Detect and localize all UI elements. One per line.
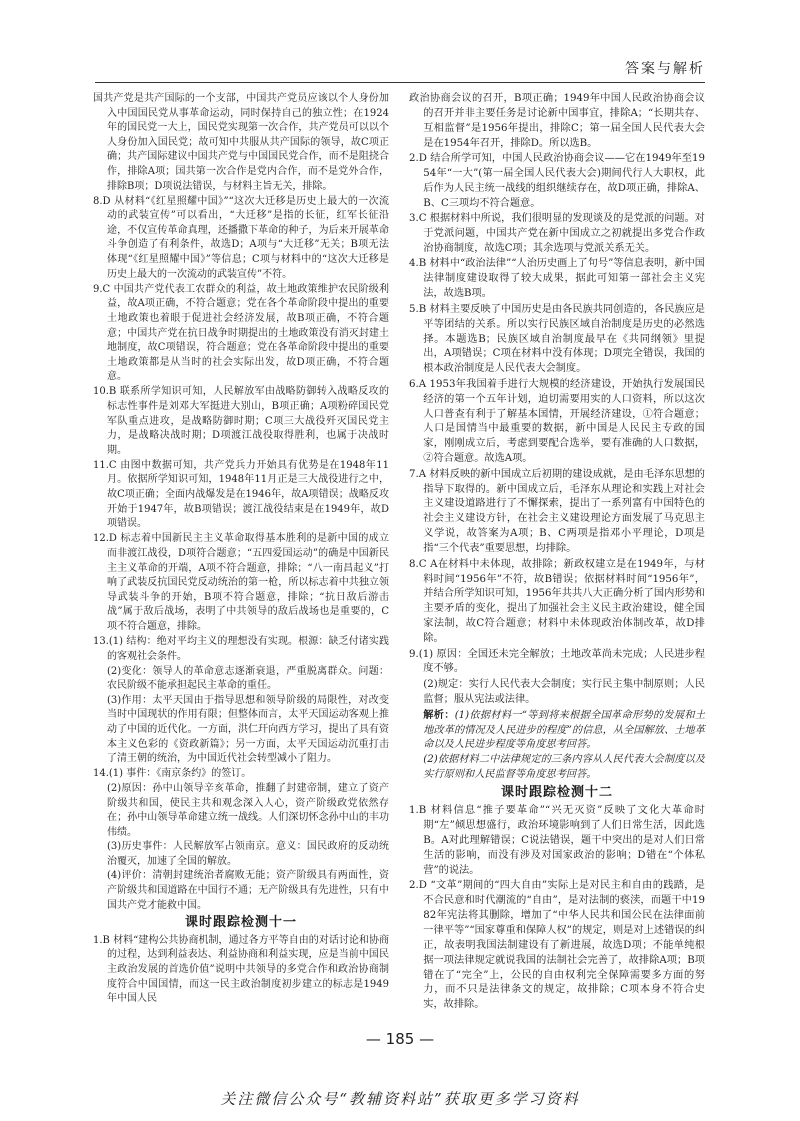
answer-item	[409, 152, 705, 212]
answer-label: 6.A	[409, 378, 427, 390]
answer-text: 根据材料中所说，我们很明显的发现谈及的是党派的问题。对于党派问题，中国共产党在新中国成立之初就提出多党合作政治协商制度，故选C项；其余选项与党派关系无关。	[423, 213, 705, 255]
answer-item	[409, 678, 705, 708]
answer-item	[409, 468, 705, 557]
answer-label: 9.(1)	[409, 648, 434, 660]
answer-label: 4.B	[409, 258, 427, 270]
answer-item	[409, 879, 705, 1013]
answer-label: 11.C	[93, 459, 117, 471]
answer-label: 9.C	[93, 283, 111, 295]
answer-item	[93, 782, 389, 840]
answer-item	[409, 648, 705, 678]
answer-item	[93, 195, 389, 283]
answer-label: 5.B	[409, 303, 427, 315]
answer-item	[93, 767, 389, 782]
answer-text: (2)规定：实行人民代表大会制度；实行民主集中制原则；人民监督；服从宪法或法律。	[423, 678, 705, 705]
answer-text: 材料主要反映了中国历史是由各民族共同创造的，各民族应是平等团结的关系。所以实行民族区域自治制度是历史的必然选择。本题选B；民族区域自治制度最早在《共同纲领》里提出，A项错误；C项在材料中没有体现；D项完全错误，我国的根本政治制度是人民代表大会制度。	[423, 303, 705, 375]
page-number: — 185 —	[365, 1030, 435, 1048]
answer-item	[93, 385, 389, 458]
answer-text: 原因：全国还未完全解放；土地改革尚未完成；人民进步程度不够。	[423, 648, 705, 675]
section-title: 课时跟踪检测十一	[184, 915, 297, 931]
footer-watermark: 关注微信公众号“教辅资料站”获取更多学习资料	[220, 1090, 580, 1108]
left-column	[93, 92, 389, 1007]
answer-text: (3)历史事件：人民解放军占领南京。意义：国民政府的反动统治覆灭，加速了全国的解放。	[107, 841, 389, 867]
answer-text: 标志着中国新民主主义革命取得基本胜利的是新中国的成立而非渡江战役，D项符合题意；“五四爱国运动”的确是中国新民主主义革命的开端，A项不符合题意，排除；“八一南昌起义”打响了武装反抗国民党反动统治的第一枪，所以标志着中共独立领导武装斗争的开始，B项不符合题意，排除；“抗日敌后游击战”属于敌后战场，表明了中共领导的敌后战场也是重要的，C项不符合题意，排除。	[107, 533, 390, 632]
page-header	[95, 50, 705, 83]
right-column	[409, 92, 705, 1014]
section-title: 课时跟踪检测十二	[500, 785, 613, 801]
answer-item	[93, 635, 389, 664]
answer-label: 2.D	[409, 880, 427, 892]
answer-item	[93, 283, 389, 385]
analysis-text: (1)依据材料一“等到将来根据全国革命形势的发展和土地改革的情况及人民进步的程度”的信息，从全国解放、土地革命以及人民进步程度等角度思考回答。	[423, 709, 706, 751]
answer-item	[93, 840, 389, 869]
analysis-label: 解析：	[423, 708, 455, 721]
answer-label: 3.C	[409, 213, 427, 225]
answer-label: 8.C	[409, 558, 427, 570]
answer-label: 2.D	[409, 153, 427, 165]
answer-item	[93, 665, 389, 694]
answer-text: (2)原因：孙中山领导辛亥革命，推翻了封建帝制，建立了资产阶级共和国，使民主共和观念深入人心，资产阶级政党依然存在；孙中山领导革命建立统一战线。人们深切怀念孙中山的丰功伟绩。	[107, 782, 389, 838]
answer-label: 14.(1)	[93, 767, 124, 779]
answer-text: 材料“建构公共协商机制，通过各方平等自由的对话讨论和协商的过程，达到利益表达、利益协商和利益实现，应是当前中国民主政治发展的首选价值”说明中共领导的多党合作和政治协商制度符合中国国情，而这一民主政治制度初步建立的标志是1949年中国人民	[107, 934, 389, 1005]
answer-text: 1953年我国着手进行大规模的经济建设，开始执行发展国民经济的第一个五年计划，迫切需要用实的人口资料，所以这次人口普查有利于了解基本国情，开展经济建设，①符合题意；人口是国情当中最重要的数据，新中国是人民民主专政的国家，刚刚成立后，考虑到要配合选举，要有准确的人口数据，②符合题意。故选A项。	[423, 378, 705, 465]
answer-label: 1.B	[93, 934, 110, 946]
answer-text: “文革”期间的“四大自由”实际上是对民主和自由的践踏，是不合民意和时代潮流的“自由”，是对法制的亵渎，而题干中1982年宪法将其删除，增加了“中华人民共和国公民在法律面前一律平等”“国家尊重和保障人权”的规定，则是对上述错误的纠正，故表明我国法制建设有了新进展，故选D项；不能单纯根据一项法律规定就说我国的法制社会完善了，故排除A项；B项错在了“完全”上，公民的自由权利完全保障需要多方面的努力，而不只是法律条文的规定，故排除；C项本身不符合史实，故排除。	[423, 880, 705, 1011]
answer-label: 12.D	[93, 533, 117, 545]
answer-item	[93, 694, 389, 767]
answer-text: 由图中数据可知，共产党兵力开始具有优势是在1948年11月。依据所学知识可知，1948年11月正是三大战役进行之中，故C项正确；全面内战爆发是在1946年，故A项错误；战略反攻开始于1947年，故B项错误；渡江战役结束是在1949年，故D项错误。	[107, 459, 389, 530]
answer-text: 结构：绝对平均主义的理想没有实现。根源：缺乏付诸实践的客观社会条件。	[107, 635, 390, 662]
answer-item	[409, 303, 705, 378]
answer-label: 7.A	[409, 468, 427, 480]
answer-item	[93, 459, 389, 532]
answer-text: (3)作用：太平天国由于指导思想和领导阶级的局限性，对改变当时中国现状的作用有限；但整体而言，太平天国运动客观上推动了中国的近代化。一方面，洪仁玕向西方学习，提出了具有资本主义色彩的《资政新篇》；另一方面，太平天国运动沉重打击了清王朝的统治，为中国近代社会转型减小了阻力。	[107, 694, 389, 765]
answer-item	[409, 257, 705, 302]
answer-item	[409, 92, 705, 152]
answer-text: 结合所学可知，中国人民政治协商会议——它在1949年至1954年“一大”(第一届全国人民代表大会)期间代行人大职权，此后作为人民主统一战线的组织继续存在，故D项正确，排除A、B、C三项均不符合题意。	[423, 153, 705, 209]
answer-text: 材料反映的新中国成立后初期的建设成就，是由毛泽东思想的指导下取得的。新中国成立后，毛泽东从理论和实践上对社会主义建设道路进行了不懈探索，提出了一系列富有中国特色的社会主义建设方针，在社会主义建设理论方面发展了马克思主义学说，故答案为A项；B、C两项是指邓小平理论，D项是指“三个代表”重要思想，均排除。	[423, 468, 705, 555]
answer-text: 事件：《南京条约》的签订。	[126, 767, 252, 779]
answer-label: 8.D	[93, 195, 111, 207]
answer-text: 从材料“《红星照耀中国》”“这次大迁移是历史上最大的一次流动的武装宣传”可以看出，“大迁移”是指的长征，红军长征沿途，不仅宣传革命真理，还播撒下革命的种子，为后来开展革命斗争创造了有利条件，故选D；A项与“大迁移”无关；B项无法体现“《红星照耀中国》”等信息；C项与材料中的“这次大迁移是历史上最大的一次流动的武装宣传”不符。	[107, 195, 389, 280]
answer-item	[409, 378, 705, 467]
answer-item	[93, 532, 389, 634]
answer-item	[409, 804, 705, 879]
answer-text: 国共产党是共产国际的一个支部，中国共产党员应该以个人身份加入中国国民党从事革命运动，同时保持自己的独立性；在1924年的国民党一大上，国民党实现第一次合作，共产党员可以以个人身份加入国民党；故可知中共服从共产国际的领导，故C项正确；共产国际建议中国共产党与中国国民党合作，而不是阻挠合作，排除A项；国共第一次合作是党内合作，而不是党外合作，排除B项；D项说法错误，与材料主旨无关，排除。	[93, 93, 389, 192]
analysis-paragraph: (2)依据材料二中法律规定的三条内容从人民代表大会制度以及实行原则和人民监督等角度思考回答。	[423, 754, 705, 781]
answer-item	[93, 92, 389, 194]
answer-label: 1.B	[409, 805, 427, 817]
answer-text: (2)变化：领导人的革命意志逐渐衰退，严重脱离群众。问题：农民阶级不能承担起民主革命的重任。	[107, 665, 389, 692]
answer-text: 材料中“政治法律”“人治历史画上了句号”等信息表明，新中国法律制度建设取得了较大成果，据此可知第一部社会主义宪法，故选B项。	[423, 258, 705, 300]
answer-item	[93, 934, 389, 1007]
answer-text: (4)评价：清朝封建统治者腐败无能；资产阶级具有两面性，资产阶级共和国道路在中国行不通；无产阶级具有先进性，只有中国共产党才能救中国。	[107, 870, 389, 911]
answer-item	[409, 212, 705, 257]
header-title: 答案与解析	[625, 61, 705, 77]
answer-label: 10.B	[93, 386, 117, 398]
answer-text: 联系所学知识可知，人民解放军由战略防御转入战略反攻的标志性事件是刘邓大军挺进大别山，B项正确；A项粉碎国民党军队重点进攻，是战略防御时期；C项三大战役歼灭国民党主力，是战略决战时期；D项渡江战役取得胜利，也属于决战时期。	[107, 386, 389, 456]
answer-item	[93, 869, 389, 913]
answer-item	[409, 558, 705, 647]
answer-text: A在材料中未体现，故排除；新政权建立是在1949年，与材料时间“1956年”不符，故B错误；依据材料时间“1956年”，并结合所学知识可知，1956年共共八大正确分析了国内形势和主要矛盾的变化，提出了加强社会主义民主政治建设，健全国家法制，故C符合题意；材料中未体现政治体制改革，故D排除。	[423, 558, 705, 645]
analysis-paragraph	[409, 708, 705, 754]
answer-text: 材料信息“推子要革命”“兴无灭资”反映了文化大革命时期“左”倾思想盛行，政治环境影响到了人们日常生活，因此选B。A对此理解错误；C说法错误，题干中突出的是对人们日常生活的影响，而没有涉及对国家政治的影响；D错在“个体私营”的说法。	[423, 805, 705, 876]
answer-label: 13.(1)	[93, 635, 124, 647]
answer-text: 政治协商会议的召开，B项正确；1949年中国人民政治协商会议的召开并非主要任务是讨论新中国事宜，排除A；“长期共存、互相监督”是1956年提出，排除C；第一届全国人民代表大会是在1954年召开，排除D。所以选B。	[409, 93, 705, 149]
answer-text: 中国共产党代表工农群众的利益，故土地政策维护农民阶级利益，故A项正确，不符合题意；党在各个革命阶段中提出的重要土地政策也着眼于促进社会经济发展，故B项正确，不符合题意；中国共产党在抗日战争时期提出的土地政策没有消灭封建土地制度，故C项错误，符合题意；党在各革命阶段中提出的重要土地政策都是从当时的社会实际出发，故D项正确，不符合题意。	[107, 283, 389, 383]
